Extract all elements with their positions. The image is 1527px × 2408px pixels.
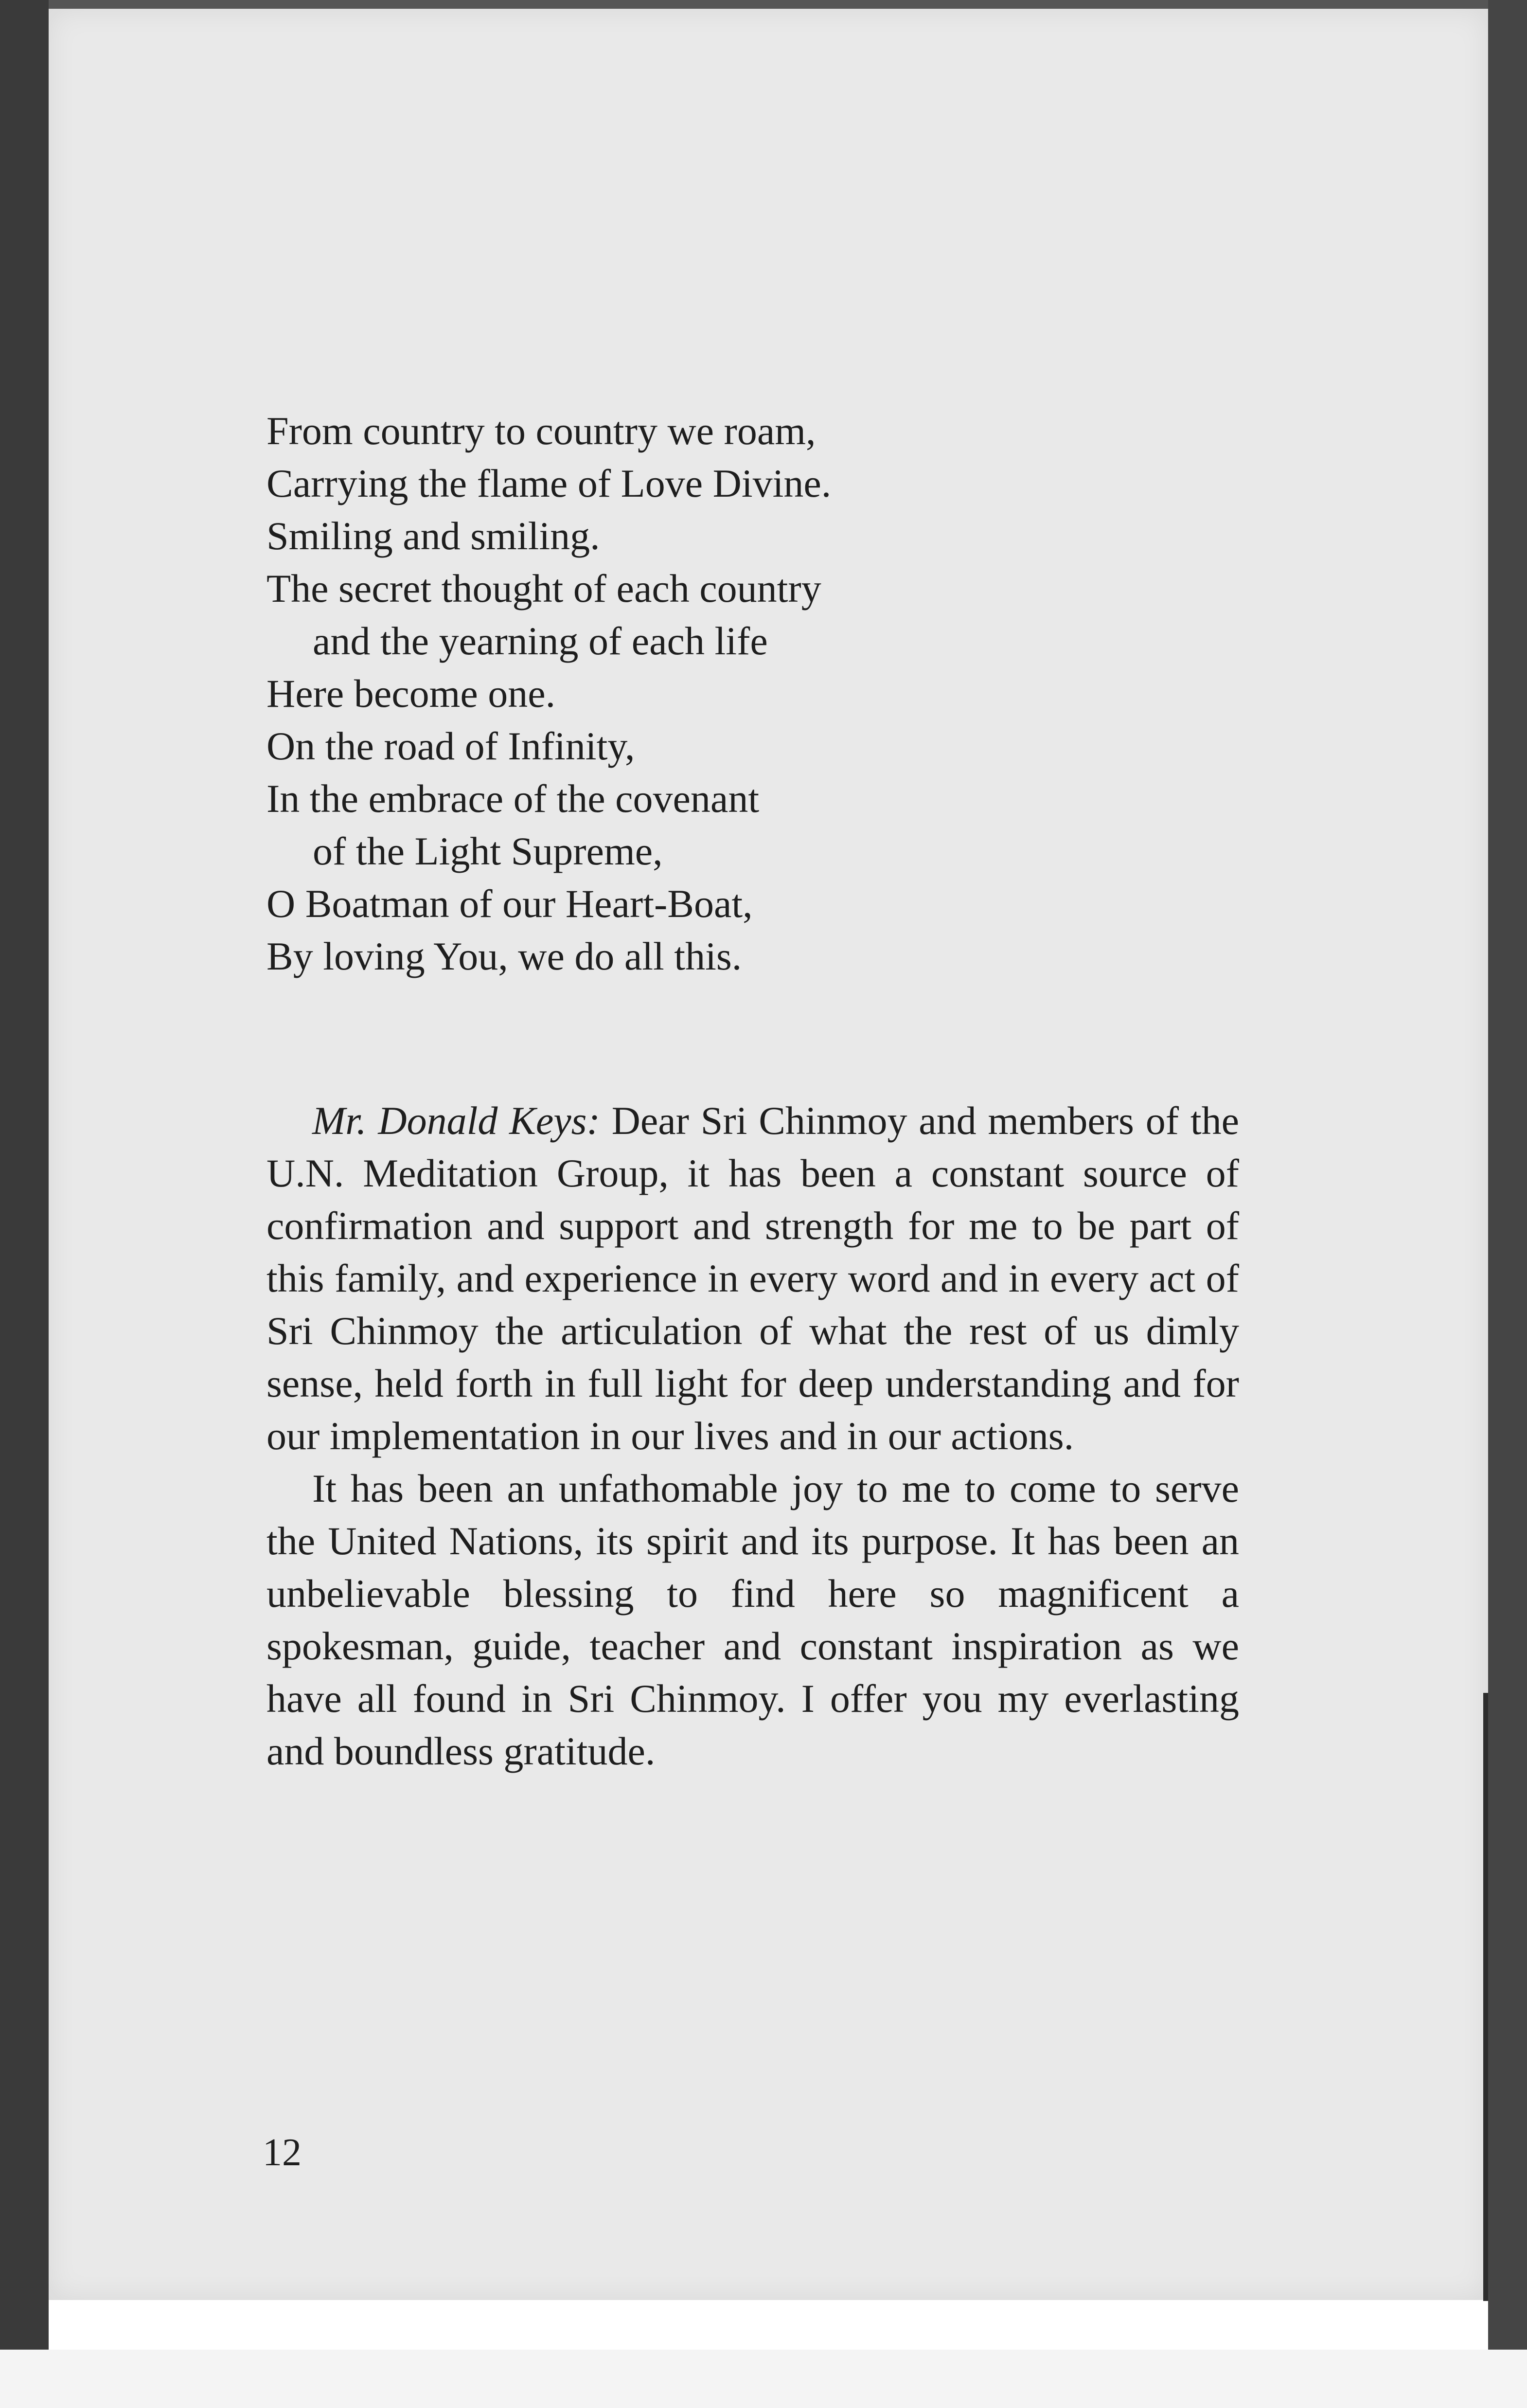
statement-paragraph <box>266 1095 1239 1462</box>
paragraph-text: Dear Sri Chinmoy and members of the U.N. Meditation Group, it has been a constant source of confirmation and support and strength for me to be part of this family, and experience in every word and in every act of Sri Chinmoy the articulation of what the rest of us dimly sense, held forth in full light for deep understanding and for our implementation in our lives and in our actions. <box>266 1098 1239 1458</box>
page-edge-shadow <box>1483 1693 1488 2301</box>
poem-line: and the yearning of each life <box>313 619 768 663</box>
poem-line: Carrying the flame of Love Divine. <box>266 461 832 505</box>
poem-line: Smiling and smiling. <box>266 514 600 558</box>
statement-paragraph <box>266 1462 1239 1778</box>
poem-line: of the Light Supreme, <box>313 829 663 873</box>
poem-line: The secret thought of each country <box>266 566 821 611</box>
scan-edge-top <box>0 0 1527 9</box>
poem-line: From country to country we roam, <box>266 409 816 453</box>
poem-line: Here become one. <box>266 671 556 716</box>
page-number: 12 <box>263 2131 302 2174</box>
paragraph-text: It has been an unfathomable joy to me to come to serve the United Nations, its spirit and its purpose. It has been an unbelievable blessing to find here so magnificent a spokesman, guide, teacher and constant inspiration as we have all found in Sri Chinmoy. I offer you my everlasting and boundless gratitude. <box>266 1466 1239 1773</box>
speaker-name: Mr. Donald Keys: <box>312 1098 600 1143</box>
statement <box>266 1095 1239 1778</box>
poem <box>266 405 1336 983</box>
poem-line: In the embrace of the covenant <box>266 776 760 821</box>
scan-edge-right <box>1488 0 1527 2408</box>
poem-line: By loving You, we do all this. <box>266 934 742 978</box>
scan-edge-left <box>0 0 49 2408</box>
poem-line: O Boatman of our Heart-Boat, <box>266 881 753 926</box>
poem-line: On the road of Infinity, <box>266 724 635 768</box>
scan-edge-bottom <box>0 2350 1527 2408</box>
